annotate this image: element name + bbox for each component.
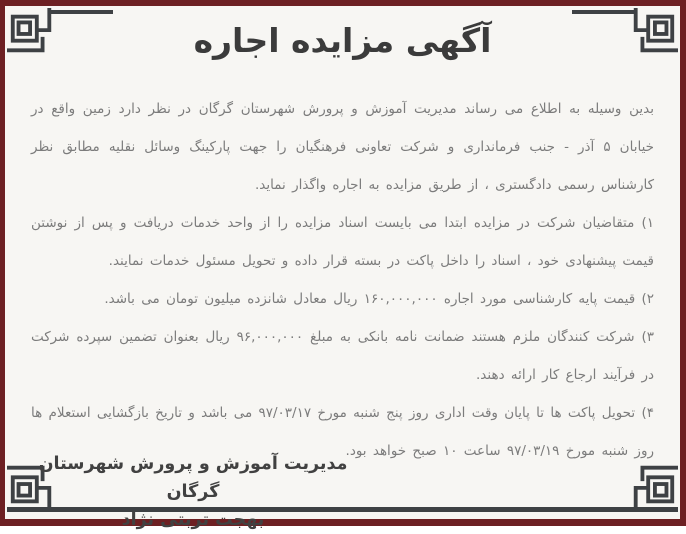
- signature-organization: مدیریت آموزش و پرورش شهرستان گرگان: [38, 454, 348, 502]
- clause-2: ۲) قیمت پایه کارشناسی مورد اجاره ۱۶۰,۰۰۰,۰۰۰ ریال معادل شانزده میلیون تومان می باشد.: [104, 291, 654, 307]
- notice-body: [31, 90, 654, 470]
- top-left-border-extension: [51, 10, 113, 14]
- top-right-border-extension: [572, 10, 634, 14]
- intro-paragraph: بدین وسیله به اطلاع می رساند مدیریت آموزش و پرورش شهرستان گرگان در نظر دارد زمین واقع در خیابان ۵ آذر - جنب فرمانداری و شرکت تعاونی فرهنگیان را جهت پارکینگ وسائل نقلیه مطابق نظر کارشناس رسمی دادگستری ، از طریق مزایده به اجاره واگذار نماید.: [31, 101, 654, 193]
- signature-block: [19, 450, 367, 534]
- notice-title: آگهی مزایده اجاره: [193, 21, 492, 60]
- clause-3: ۳) شرکت کنندگان ملزم هستند ضمانت نامه بانکی به مبلغ ۹۶,۰۰۰,۰۰۰ ریال بعنوان تضمین سپرده شرکت در فرآیند ارجاع کار ارائه دهند.: [31, 329, 654, 383]
- clause-4: ۴) تحویل پاکت ها تا پایان وقت اداری روز پنج شنبه مورخ ۹۷/۰۳/۱۷ می باشد و تاریخ بازگشایی استعلام ها روز شنبه مورخ ۹۷/۰۳/۱۹ ساعت ۱۰ صبح خواهد بود.: [31, 405, 654, 459]
- notice-sheet: [5, 6, 680, 530]
- clause-1: ۱) متقاضیان شرکت در مزایده ابتدا می بایست اسناد مزایده را از واحد خدمات دریافت و پس از نوشتن قیمت پیشنهادی خود ، اسناد را داخل پاکت در بسته قرار داده و تحویل مسئول خدمات نمایند.: [31, 215, 654, 269]
- signature-name: بهجت تربتی نژاد: [121, 510, 265, 530]
